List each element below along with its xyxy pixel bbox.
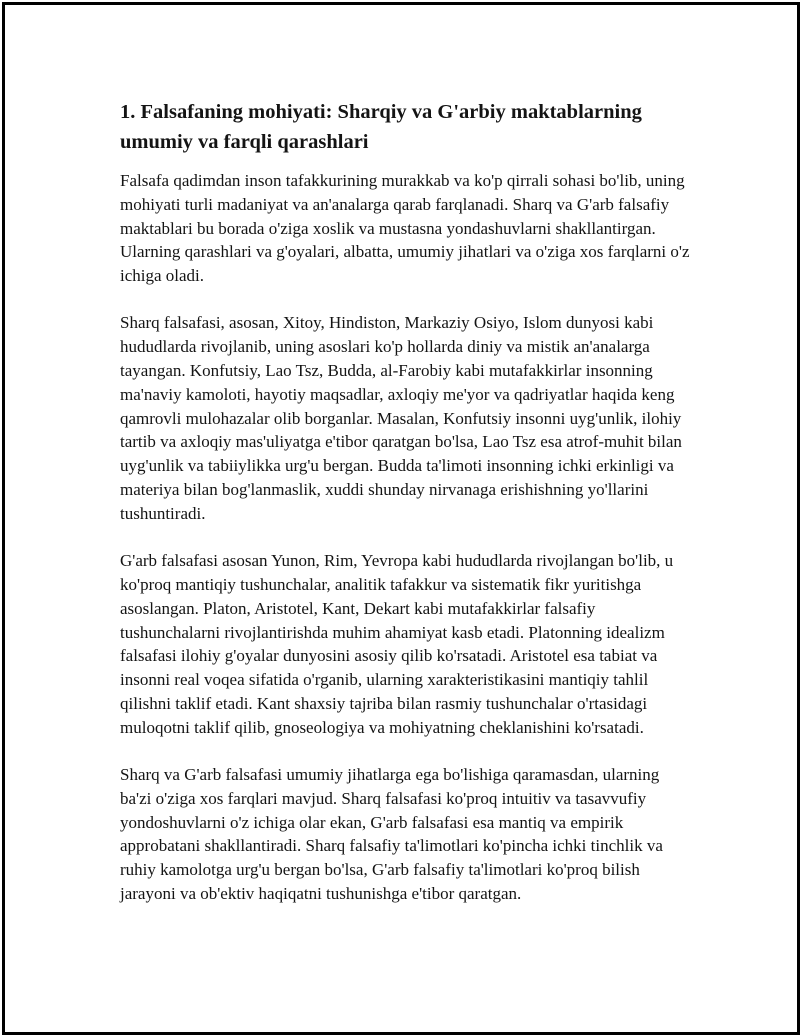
page-frame [2, 2, 800, 1035]
paragraph-eastern-philosophy: Sharq falsafasi, asosan, Xitoy, Hindiston, Markaziy Osiyo, Islom dunyosi kabi hududlarda rivojlanib, uning asoslari ko'p hollarda diniy va mistik an'analarga tayangan. Konfutsiy, Lao Tsz, Budda, al-Farobiy kabi mutafakkirlar insonning ma'naviy kamoloti, hayotiy maqsadlar, axloqiy me'yor va qadriyatlar haqida keng qamrovli mulohazalar olib borganlar. Masalan, Konfutsiy insonni uyg'unlik, ilohiy tartib va axloqiy mas'uliyatga e'tibor qaratgan bo'lsa, Lao Tsz esa atrof-muhit bilan uyg'unlik va tabiiylikka urg'u bergan. Budda ta'limoti insonning ichki erkinligi va materiya bilan bog'lanmaslik, xuddi shunday nirvanaga erishishning yo'llarini tushuntiradi. [120, 313, 682, 523]
document-title: 1. Falsafaning mohiyati: Sharqiy va G'arbiy maktablarning umumiy va farqli qarashlari [120, 101, 642, 153]
paragraph-intro: Falsafa qadimdan inson tafakkurining murakkab va ko'p qirrali sohasi bo'lib, uning mohiyati turli madaniyat va an'analarga qarab farqlanadi. Sharq va G'arb falsafiy maktablari bu borada o'ziga xoslik va mustasna yondashuvlarni shakllantirgan. Ularning qarashlari va g'oyalari, albatta, umumiy jihatlari va o'ziga xos farqlarni o'z ichiga oladi. [120, 171, 690, 286]
paragraph-comparison: Sharq va G'arb falsafasi umumiy jihatlarga ega bo'lishiga qaramasdan, ularning ba'zi o'ziga xos farqlari mavjud. Sharq falsafasi ko'proq intuitiv va tasavvufiy yondoshuvlarni o'z ichiga olar ekan, G'arb falsafasi esa mantiq va empirik approbatani shakllantiradi. Sharq falsafiy ta'limotlari ko'pincha ichki tinchlik va ruhiy kamolotga urg'u bergan bo'lsa, G'arb falsafiy ta'limotlari ko'proq bilish jarayoni va ob'ektiv haqiqatni tushunishga e'tibor qaratgan. [120, 765, 663, 904]
paragraph-western-philosophy: G'arb falsafasi asosan Yunon, Rim, Yevropa kabi hududlarda rivojlangan bo'lib, u ko'proq mantiqiy tushunchalar, analitik tafakkur va sistematik fikr yuritishga asoslangan. Platon, Aristotel, Kant, Dekart kabi mutafakkirlar falsafiy tushunchalarni rivojlantirishda muhim ahamiyat kasb etadi. Platonning idealizm falsafasi ilohiy g'oyalar dunyosini asosiy qilib ko'rsatadi. Aristotel esa tabiat va insonni real voqea sifatida o'rganib, ularning xarakteristikasini mantiqiy tahlil qilishni taklif etadi. Kant shaxsiy tajriba bilan rasmiy tushunchalar o'rtasidagi muloqotni taklif qilib, gnoseologiya va mohiyatning cheklanishini ko'rsatadi. [120, 551, 674, 737]
document-body [120, 97, 690, 906]
